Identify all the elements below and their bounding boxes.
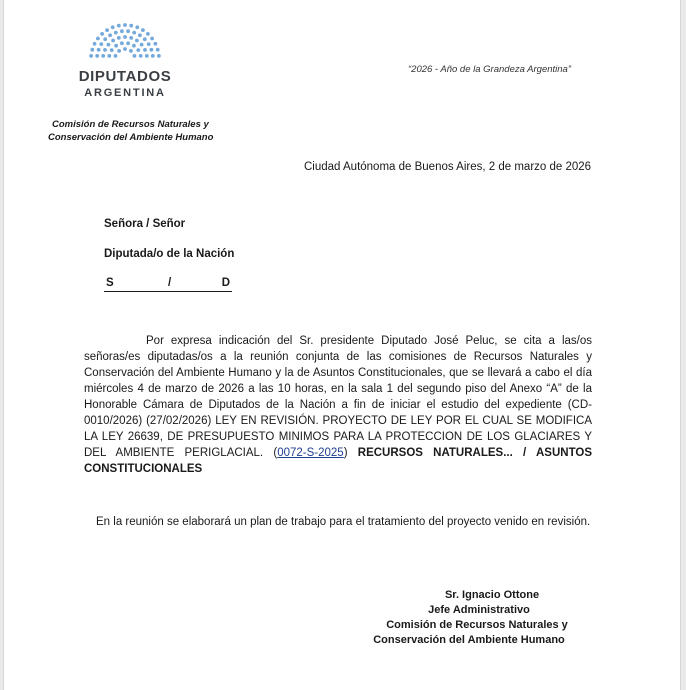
hemicycle-seat	[117, 49, 121, 53]
hemicycle-seat	[141, 28, 145, 32]
hemicycle-seat	[111, 39, 115, 43]
committee-header	[48, 118, 213, 144]
hemicycle-seat	[146, 32, 150, 36]
hemicycle-seat	[97, 48, 101, 52]
sd-slash: /	[168, 277, 172, 289]
hemicycle-seat	[143, 37, 147, 41]
hemicycle-seat	[114, 44, 118, 48]
hemicycle-seat	[123, 47, 127, 51]
hemicycle-seat	[93, 42, 97, 46]
hemicycle-seat	[101, 54, 105, 58]
hemicycle-seat	[123, 35, 127, 39]
hemicycle-seat	[117, 24, 121, 28]
hemicycle-seat	[138, 33, 142, 37]
hemicycle-seat	[145, 54, 149, 58]
committee-header-line2: Conservación del Ambiente Humano	[48, 132, 214, 143]
sd-d: D	[221, 277, 230, 289]
hemicycle-seat	[117, 36, 121, 40]
signer-committee-line1: Comisión de Recursos Naturales y	[386, 619, 568, 631]
hemicycle-seat	[126, 41, 130, 45]
hemicycle-seat	[135, 25, 139, 29]
hemicycle-seat	[114, 54, 118, 58]
body-main-text: Por expresa indicación del Sr. presidente Diputado José Peluc, se cita a las/os señoras/es diputadas/os a la reunión conjunta de las comisiones de Recursos Naturales y Conservación del Ambiente Humano y la de Asuntos Constitucionales, que se llevará a cabo el día miércoles 4 de marzo de 2026 a las 10 horas, en la sala 1 del segundo piso del Anexo “A” de la Honorable Cámara de Diputados de la Nación a fin de iniciar el estudio del expediente (CD-0010/2026) (27/02/2026) LEY EN REVISIÓN. PROYECTO DE LEY POR EL CUAL SE MODIFICA LA LEY 26639, DE PRESUPUESTO MINIMOS PARA LA PROTECCION DE LOS GLACIARES Y DEL AMBIENTE PERIGLACIAL.	[84, 335, 592, 459]
meeting-note: En la reunión se elaborará un plan de trabajo para el tratamiento del proyecto venido en revisión.	[96, 516, 591, 528]
expediente-link[interactable]: 0072-S-2025	[277, 447, 344, 459]
body-paragraph	[84, 333, 592, 477]
logo-subtitle: ARGENTINA	[84, 87, 166, 99]
congress-hemicycle-icon	[83, 22, 167, 60]
hemicycle-seat	[132, 44, 136, 48]
hemicycle-seat	[95, 54, 99, 58]
hemicycle-seat	[90, 48, 94, 52]
hemicycle-seat	[133, 54, 137, 58]
hemicycle-seat	[143, 48, 147, 52]
hemicycle-seat	[157, 54, 161, 58]
committee-header-line1: Comisión de Recursos Naturales y	[52, 119, 209, 130]
hemicycle-seat	[140, 43, 144, 47]
hemicycle-seat	[135, 39, 139, 43]
hemicycle-seat	[96, 37, 100, 41]
hemicycle-seat	[129, 49, 133, 53]
hemicycle-seat	[150, 48, 154, 52]
hemicycle-seat	[129, 36, 133, 40]
hemicycle-seat	[107, 54, 111, 58]
hemicycle-seat	[126, 29, 130, 33]
hemicycle-seat	[100, 32, 104, 36]
hemicycle-seat	[110, 48, 114, 52]
expediente-link-open: (	[273, 447, 278, 459]
hemicycle-seat	[147, 42, 151, 46]
hemicycle-seat	[103, 37, 107, 41]
hemicycle-seat	[154, 42, 158, 46]
hemicycle-seat	[103, 48, 107, 52]
hemicycle-seat	[105, 28, 109, 32]
signer-name: Sr. Ignacio Ottone	[444, 589, 540, 601]
hemicycle-seat	[111, 25, 115, 29]
hemicycle-seat	[114, 31, 118, 35]
hemicycle-seat	[99, 42, 103, 46]
hemicycle-seat	[129, 24, 133, 28]
signer-committee-line2: Conservación del Ambiente Humano	[373, 634, 565, 646]
hemicycle-seat	[132, 31, 136, 35]
chamber-logo	[66, 22, 184, 99]
hemicycle-seat	[151, 54, 155, 58]
hemicycle-seat	[150, 37, 154, 41]
hemicycle-seat	[120, 29, 124, 33]
assigned-committees: RECURSOS NATURALES... / ASUNTOS CONSTITUCIONALES	[84, 447, 592, 475]
signature-block	[344, 588, 594, 648]
addressee-salutation: Señora / Señor	[104, 218, 186, 230]
hemicycle-seat	[139, 54, 143, 58]
hemicycle-seat	[89, 54, 93, 58]
logo-name: DIPUTADOS	[78, 68, 172, 85]
hemicycle-seat	[107, 43, 111, 47]
addressee-title: Diputada/o de la Nación	[104, 248, 235, 260]
hemicycle-seat	[108, 33, 112, 37]
hemicycle-seat	[123, 23, 127, 27]
place-and-date: Ciudad Autónoma de Buenos Aires, 2 de marzo de 2026	[304, 161, 592, 173]
document-page	[3, 0, 681, 690]
signer-title: Jefe Administrativo	[428, 604, 530, 616]
hemicycle-seat	[120, 41, 124, 45]
addressee-sd-line	[104, 277, 232, 292]
expediente-link-close: )	[343, 447, 348, 459]
year-motto: “2026 - Año de la Grandeza Argentina”	[408, 64, 572, 75]
hemicycle-seat	[136, 48, 140, 52]
hemicycle-seat	[156, 48, 160, 52]
sd-s: S	[106, 277, 114, 289]
